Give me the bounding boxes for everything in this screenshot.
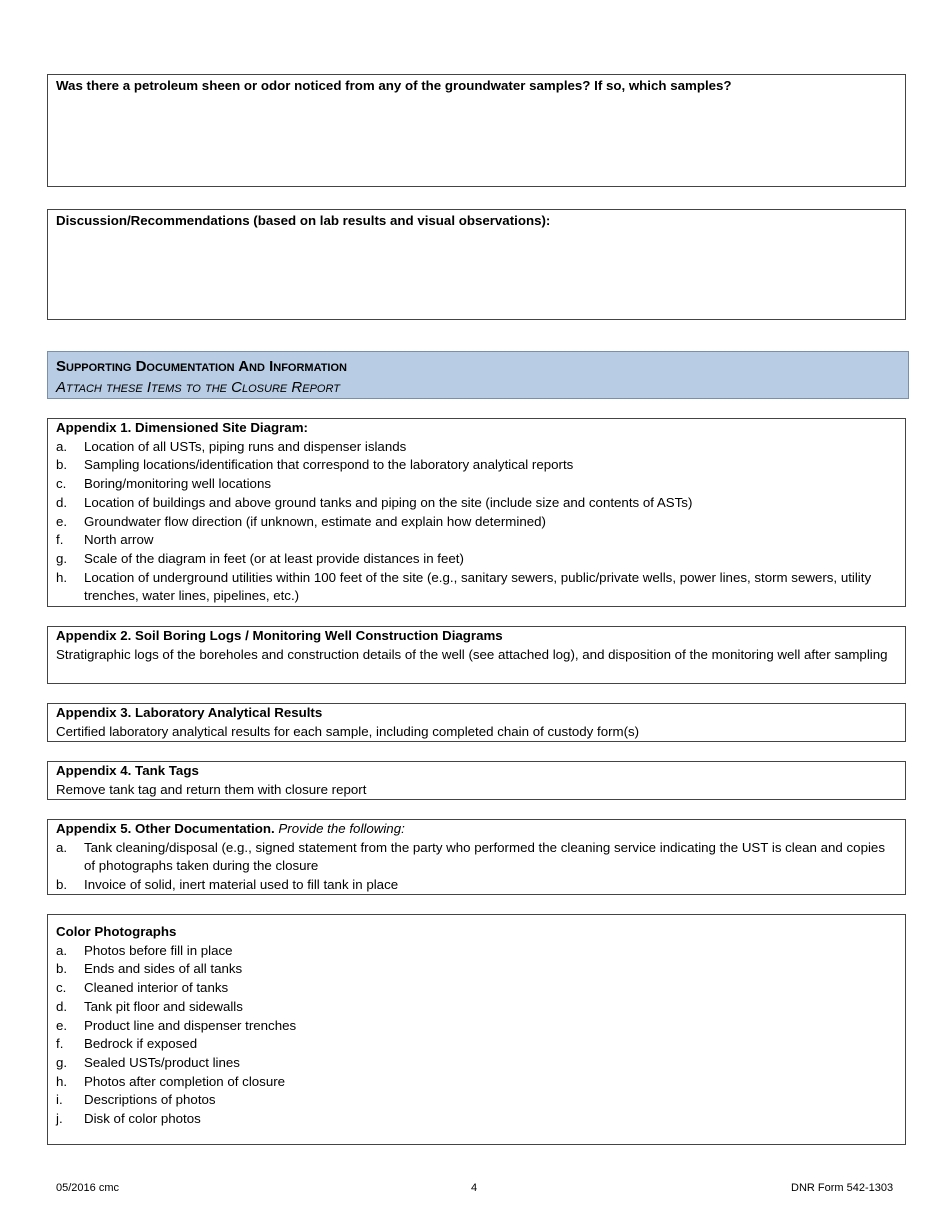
list-item-text: Location of underground utilities within 100 feet of the site (e.g., sanitary sewers, public/private wells, power lines, storm sewers, utility trenches, water lines, pipelines, etc.) [84,569,872,604]
list-item-text: Descriptions of photos [84,1092,216,1108]
list-item [56,942,898,961]
list-item-text: Bedrock if exposed [84,1036,198,1052]
list-item-letter: h. [56,1073,68,1089]
list-item-letter: j. [56,1111,63,1127]
list-item-letter: a. [56,839,68,855]
list-item-letter: f. [56,532,64,548]
footer-revision-date: 05/2016 cmc [56,1182,119,1194]
list-item-text: Sealed USTs/product lines [84,1054,240,1070]
list-item-letter: d. [56,494,68,510]
appendix-2-text: Stratigraphic logs of the boreholes and construction details of the well (see attached log), and disposition of the monitoring well after sampling [56,646,888,662]
list-item-text: Boring/monitoring well locations [84,476,271,492]
list-item-text: Photos after completion of closure [84,1073,286,1089]
list-item-letter: a. [56,942,68,958]
list-item-text: Location of buildings and above ground tanks and piping on the site (include size and contents of ASTs) [84,494,693,510]
list-item [56,569,898,606]
list-item-text: Product line and dispenser trenches [84,1017,297,1033]
color-photographs-title: Color Photographs [56,924,177,939]
list-item-text: Groundwater flow direction (if unknown, estimate and explain how determined) [84,513,546,529]
list-item-letter: f. [56,1036,64,1052]
list-item-letter: e. [56,513,68,529]
list-item-letter: e. [56,1017,68,1033]
list-item [56,998,898,1017]
appendix-1-title: Appendix 1. Dimensioned Site Diagram: [56,420,308,435]
appendix-3-text: Certified laboratory analytical results for each sample, including completed chain of custody form(s) [56,723,640,739]
banner-title: Supporting Documentation And Information [56,358,347,375]
list-item [56,475,898,494]
footer-form-number: DNR Form 542-1303 [791,1182,894,1194]
list-item-letter: d. [56,998,68,1014]
appendix-2-box [47,626,906,684]
list-item [56,839,898,876]
list-item-text: North arrow [84,532,154,548]
list-item-letter: c. [56,980,67,996]
list-item-text: Photos before fill in place [84,942,233,958]
list-item-letter: a. [56,438,68,454]
list-item-text: Invoice of solid, inert material used to fill tank in place [84,877,399,893]
list-item [56,1035,898,1054]
banner-subtitle: Attach these Items to the Closure Report [56,379,340,396]
list-item [56,531,898,550]
list-item [56,1017,898,1036]
appendix-3-title: Appendix 3. Laboratory Analytical Results [56,705,323,720]
petroleum-sheen-question-label: Was there a petroleum sheen or odor noticed from any of the groundwater samples? If so, which samples? [56,78,732,93]
list-item [56,550,898,569]
list-item-text: Ends and sides of all tanks [84,961,243,977]
list-item-letter: b. [56,961,68,977]
list-item-text: Disk of color photos [84,1111,201,1127]
petroleum-sheen-question-box[interactable] [47,74,906,187]
list-item-letter: g. [56,1054,68,1070]
list-item [56,456,898,475]
list-item [56,494,898,513]
appendix-4-box [47,761,906,800]
list-item [56,1073,898,1092]
discussion-recommendations-label: Discussion/Recommendations (based on lab results and visual observations): [56,213,551,228]
list-item [56,979,898,998]
list-item [56,1091,898,1110]
list-item [56,513,898,532]
supporting-documentation-banner [47,351,909,399]
appendix-4-text: Remove tank tag and return them with closure report [56,781,367,797]
list-item-letter: b. [56,877,68,893]
appendix-5-title: Appendix 5. Other Documentation. [56,821,275,836]
appendix-1-box [47,418,906,607]
appendix-3-box [47,703,906,742]
list-item-letter: h. [56,569,68,585]
list-item-text: Sampling locations/identification that correspond to the laboratory analytical reports [84,457,574,473]
list-item [56,960,898,979]
color-photographs-list [56,942,898,1129]
appendix-5-list [56,839,898,895]
discussion-recommendations-box[interactable] [47,209,906,320]
footer-page-number: 4 [471,1182,478,1194]
color-photographs-box [47,914,906,1145]
appendix-5-title-note: Provide the following: [278,821,405,836]
appendix-5-box [47,819,906,895]
list-item-text: Cleaned interior of tanks [84,980,229,996]
list-item-text: Tank cleaning/disposal (e.g., signed statement from the party who performed the cleaning service indicating the UST is clean and copies of photographs taken during the closure [84,839,885,874]
appendix-5-heading [56,820,898,839]
appendix-4-title: Appendix 4. Tank Tags [56,763,199,778]
list-item-letter: g. [56,550,68,566]
list-item [56,1054,898,1073]
list-item-letter: b. [56,457,68,473]
list-item [56,876,898,895]
list-item [56,438,898,457]
appendix-1-list [56,438,898,606]
list-item-letter: c. [56,476,67,492]
list-item-text: Location of all USTs, piping runs and dispenser islands [84,438,407,454]
list-item-text: Tank pit floor and sidewalls [84,998,243,1014]
list-item-letter: i. [56,1092,63,1108]
appendix-2-title: Appendix 2. Soil Boring Logs / Monitoring Well Construction Diagrams [56,628,503,643]
list-item [56,1110,898,1129]
list-item-text: Scale of the diagram in feet (or at least provide distances in feet) [84,550,464,566]
